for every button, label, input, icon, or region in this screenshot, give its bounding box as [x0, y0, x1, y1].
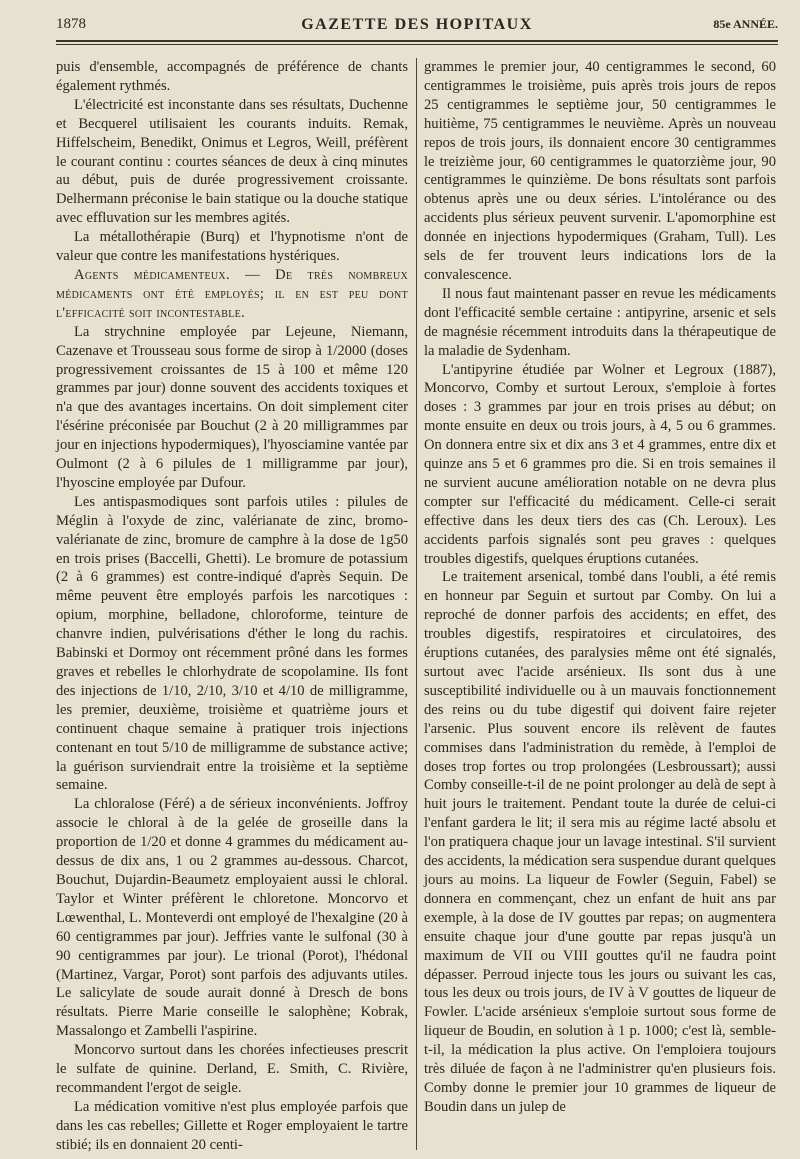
paragraph: Moncorvo surtout dans les chorées infectieuses prescrit le sulfate de quinine. Derland, E. Smith, C. Rivière, recommandent l'ergot de seigle.	[56, 1042, 408, 1096]
left-column	[56, 58, 408, 1155]
paragraph: Les antispasmodiques sont parfois utiles : pilules de Méglin à l'oxyde de zinc, valérianate de zinc, bromo-valérianate de zinc, bromure de camphre à la dose de 1g50 en trois prises (Baccelli, Ghetti). Le bromure de potassium (2 à 6 grammes) est contre-indiqué d'après Sequin. De même peuvent être employés parfois les narcotiques : opium, morphine, belladone, chloroforme, teinture de chanvre indien, pulvérisations d'éther le long du rachis. Babinski et Dormoy ont récemment prôné dans les formes graves et rebelles le chlorhydrate de scopolamine. Ils font des injections de 1/10, 2/10, 3/10 et 4/10 de milligramme, les premier, deuxième, troisième et quatrième jours et continuent chaque semaine à pratiquer trois injections contenant en tout 5/10 de milligramme de substance active; la guérison surviendrait entre la troisième et la septième semaine.	[56, 493, 408, 794]
paragraph: Le traitement arsenical, tombé dans l'oubli, a été remis en honneur par Seguin et surtout par Comby. On lui a reproché de donner parfois des accidents; en effet, des troubles digestifs, respiratoires et circulatoires, des éruptions cutanées, des paralysies même ont été signalés, surtout avec l'acide arsénieux. Ils sont dus à une susceptibilité individuelle ou à un mauvais fonctionnement des reins ou du tube digestif qui doivent faire rejeter l'arsenic. Plus souvent encore ils relèvent de fautes commises dans l'administration du remède, à l'emploi de doses trop fortes ou trop prolongées (Lesbroussart); aussi Comby conseille-t-il de ne point prolonger au delà de sept à huit jours le traitement. Pendant toute la durée de celui-ci l'enfant gardera le lit; il sera mis au régime lacté absolu et l'on pratiquera chaque jour un lavage intestinal. S'il survient des accidents, la médication sera suspendue durant quelques jours au moins. La liqueur de Fowler (Seguin, Fabel) se donnera en commençant, chez un enfant de huit ans par exemple, à la dose de IV gouttes par repas; on augmentera ensuite chaque jour d'une goutte par repas jusqu'à un maximum de VII ou VIII gouttes qu'il ne faudra point dépasser. Perroud injecte tous les jours ou suivant les cas, tous les deux ou trois jours, de IV à V gouttes de liqueur de Fowler. L'acide arsénieux s'emploie surtout sous forme de liqueur de Boudin, en solution à 1 p. 1000; c'est là, semble-t-il, la médication la plus active. On l'emploiera toujours très diluée de façon à ne l'administrer qu'en plusieurs fois. Comby donne le premier jour 10 grammes de liqueur de Boudin dans un julep de	[424, 569, 776, 1115]
paragraph: La métallothérapie (Burq) et l'hypnotisme n'ont de valeur que contre les manifestations hystériques.	[56, 229, 408, 265]
paragraph: La strychnine employée par Lejeune, Niemann, Cazenave et Trousseau sous forme de sirop à 1/2000 (doses progressivement croissantes de 15 à 100 et même 120 grammes par jour) donne souvent des accidents toxiques et n'a que des avantages incertains. On doit simplement citer l'ésérine préconisée par Bouchut (2 à 20 milligrammes par jour en injections hypodermiques), l'hyosciamine vantée par Oulmont (2 à 6 pilules de 1 milligramme par jour), l'hyoscine employée par Dufour.	[56, 323, 408, 491]
paragraph: L'antipyrine étudiée par Wolner et Legroux (1887), Moncorvo, Comby et surtout Leroux, s'emploie à fortes doses : 3 grammes par jour en trois prises au début; on monte ensuite en deux ou trois jours, à 4, 5 ou 6 grammes. On donnera entre six et dix ans 3 et 4 grammes, entre dix et quinze ans 5 et 6 grammes pro die. Si en trois semaines il ne survient aucune amélioration notable on ne devra plus compter sur l'efficacité du médicament. Celle-ci serait effective dans les deux tiers des cas (Ch. Leroux). Les accidents parfois signalés sont peu graves : quelques troubles digestifs, quelques éruptions cutanées.	[424, 361, 776, 567]
header-rule-thick	[56, 40, 778, 42]
column-divider	[416, 58, 417, 1150]
paragraph: L'électricité est inconstante dans ses résultats, Duchenne et Becquerel utilisaient les courants induits. Remak, Hiffelscheim, Benedikt, Onimus et Legros, Weill, préfèrent le courant continu : courtes séances de deux à cinq minutes au début, puis de durée progressivement croissante. Delhermann préconise le bain statique ou la douche statique avec effluvation sur les membres agités.	[56, 96, 408, 227]
paragraph: La chloralose (Féré) a de sérieux inconvénients. Joffroy associe le chloral à de la gelée de groseille dans la proportion de 1/20 et donne 4 grammes du médicament au-dessus de dix ans, 1 ou 2 grammes au-dessous. Charcot, Bouchut, Dujardin-Beaumetz employaient aussi le chloral. Taylor et Winter préfèrent le chloretone. Moncorvo et Lœwenthal, L. Monteverdi ont employé de l'hexalgine (20 à 60 centigrammes par jour). Jeffries vante le sulfonal (30 à 90 centigrammes par jour). Le trional (Porot), l'hédonal (Martinez, Vargar, Porot) sont parfois des adjuvants utiles. Le salicylate de soude aurait donné à Dresch de bons résultats. Pierre Marie conseille le salophène; Kobrak, Massalongo et Zambelli l'aspirine.	[56, 796, 408, 1040]
right-column	[424, 58, 776, 1117]
section-heading-paragraph: Agents médicamenteux. — De très nombreux médicaments ont été employés; il en est peu dont l'efficacité soit incontestable.	[56, 266, 408, 321]
running-header	[56, 16, 778, 38]
journal-title: GAZETTE DES HOPITAUX	[301, 16, 533, 33]
page-number: 1878	[56, 16, 86, 32]
paragraph: puis d'ensemble, accompagnés de préférence de chants également rythmés.	[56, 59, 408, 94]
header-rule-thin	[56, 44, 778, 45]
paragraph: grammes le premier jour, 40 centigrammes le second, 60 centigrammes le troisième, puis après trois jours de repos 25 centigrammes le septième jour, 50 centigrammes le huitième, 75 centigrammes le neuvième. Après un nouveau repos de trois jours, ils donnaient encore 30 centigrammes le treizième jour, 60 centigrammes le quatorzième jour, 90 centigrammes le quinzième. De bons résultats sont parfois obtenus après une ou deux séries. L'intolérance ou des accidents plus sérieux peuvent survenir. L'apomorphine est donnée en injections hypodermiques (Graham, Tull). Les sels de fer trouvent leurs indications lors de la convalescence.	[424, 59, 776, 283]
paragraph: Il nous faut maintenant passer en revue les médicaments dont l'efficacité semble certaine : antipyrine, arsenic et sels de magnésie récemment introduits dans la thérapeutique de la maladie de Sydenham.	[424, 285, 776, 359]
paragraph: La médication vomitive n'est plus employée parfois que dans les cas rebelles; Gillette et Roger employaient le tartre stibié; ils en donnaient 20 centi-	[56, 1098, 408, 1153]
volume-year: 85e ANNÉE.	[713, 17, 778, 31]
